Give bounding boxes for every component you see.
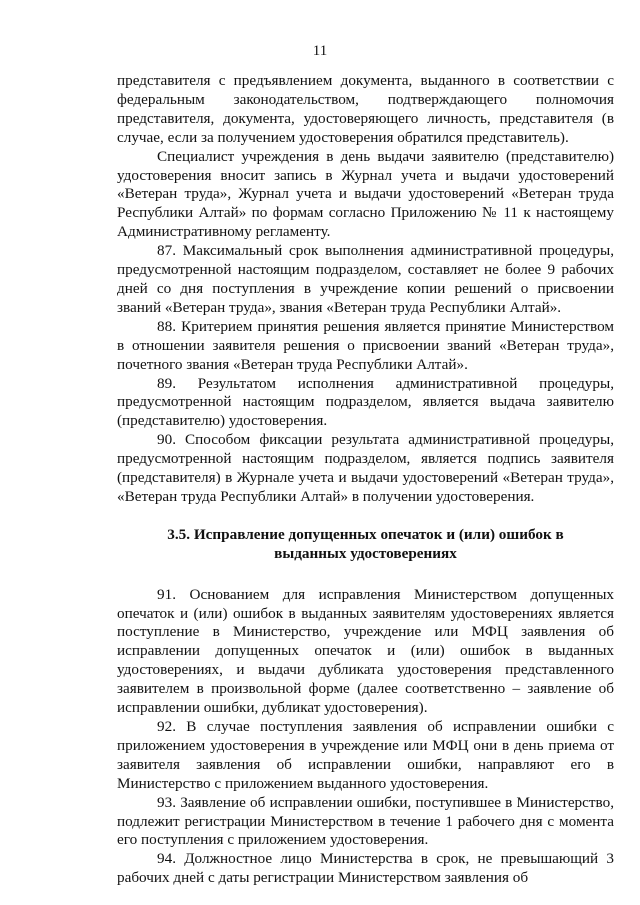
- paragraph-91: 91. Основанием для исправления Министерством допущенных опечаток и (или) ошибок в выданных заявителям удостоверениях является поступление в Министерство, учреждение или МФЦ заявления об исправлении допущенных опечаток и (или) ошибок в выданных удостоверениях, и выдачи дубликата удостоверения представленного заявителем в произвольной форме (далее соответственно – заявление об исправлении ошибки, дубликат удостоверения).: [117, 585, 614, 717]
- section-heading-line-1: 3.5. Исправление допущенных опечаток и (или) ошибок в: [167, 525, 564, 543]
- page-number: 11: [312, 43, 328, 59]
- paragraph-92: 92. В случае поступления заявления об исправлении ошибки с приложением удостоверения в учреждение или МФЦ они в день приема от заявителя заявления об исправлении ошибки, направляют его в Министерство с приложением выданного удостоверения.: [117, 718, 614, 792]
- section-heading-line-2: выданных удостоверениях: [274, 544, 457, 562]
- paragraph-continuation: представителя с предъявлением документа, выданного в соответствии с федеральным законодательством, подтверждающего полномочия представителя, документа, удостоверяющего личность, представителя (в случае, если за получением удостоверения обратился представитель).: [117, 72, 614, 146]
- document-body: [117, 72, 614, 888]
- section-heading-3-5: [117, 526, 614, 564]
- paragraph-89: 89. Результатом исполнения административной процедуры, предусмотренной настоящим подразделом, является выдача заявителю (представителю) удостоверения.: [117, 374, 614, 430]
- paragraph-90: 90. Способом фиксации результата административной процедуры, предусмотренной настоящим подразделом, является подпись заявителя (представителя) в Журнале учета и выдачи удостоверений «Ветеран труда», «Ветеран труда Республики Алтай» в получении удостоверения.: [117, 431, 614, 505]
- paragraph-94: 94. Должностное лицо Министерства в срок, не превышающий 3 рабочих дней с даты регистрации Министерством заявления об: [117, 850, 614, 887]
- paragraph-88: 88. Критерием принятия решения является принятие Министерством в отношении заявителя решения о присвоении званий «Ветеран труда», почетного звания «Ветеран труда Республики Алтай».: [117, 317, 614, 373]
- paragraph-87: 87. Максимальный срок выполнения административной процедуры, предусмотренной настоящим подразделом, составляет не более 9 рабочих дней со дня поступления в учреждение копии решений о присвоении званий «Ветеран труда», звания «Ветеран труда Республики Алтай».: [117, 242, 614, 316]
- paragraph-93: 93. Заявление об исправлении ошибки, поступившее в Министерство, подлежит регистрации Министерством в течение 1 рабочего дня с момента его поступления с приложением удостоверения.: [117, 793, 614, 849]
- paragraph-specialist: Специалист учреждения в день выдачи заявителю (представителю) удостоверения вносит запись в Журнал учета и выдачи удостоверений «Ветеран труда», Журнал учета и выдачи удостоверений «Ветеран труда Республики Алтай» по формам согласно Приложению № 11 к настоящему Административному регламенту.: [117, 147, 614, 241]
